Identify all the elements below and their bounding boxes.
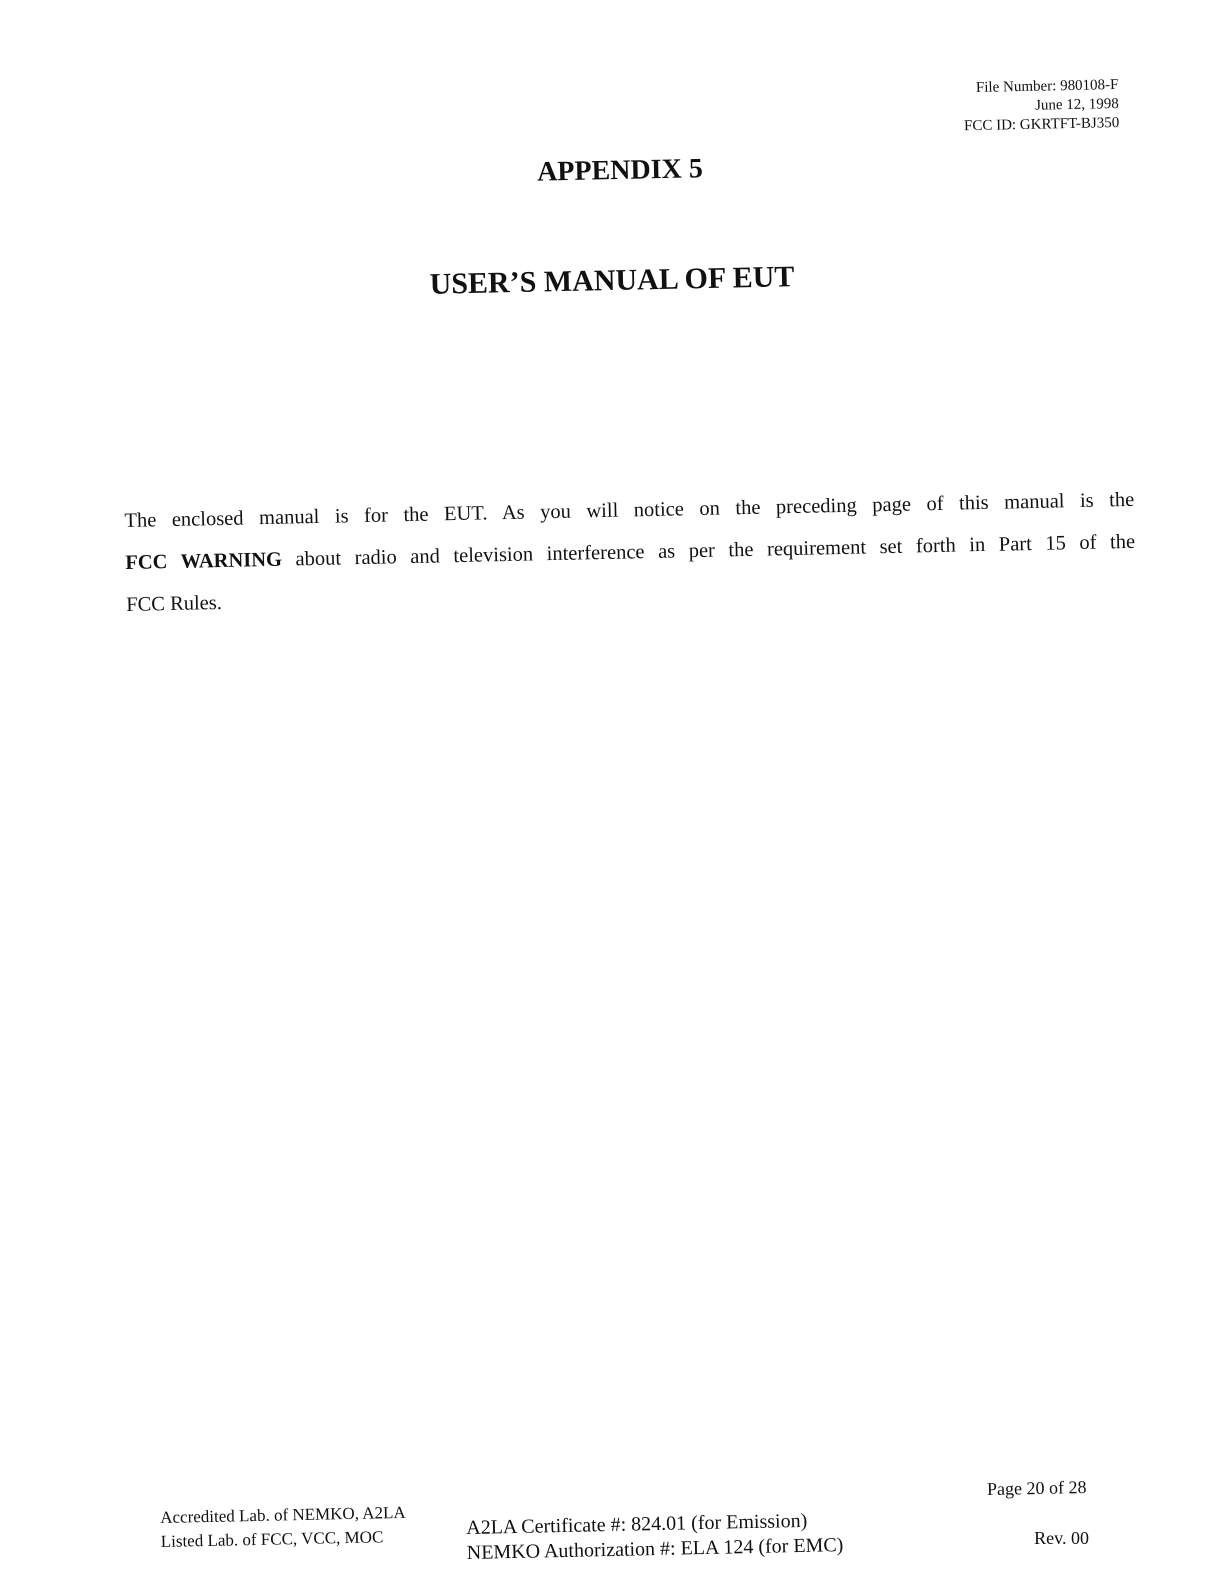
fcc-id: FCC ID: GKRTFT-BJ350 (963, 114, 1120, 135)
body-paragraph (124, 479, 1136, 626)
appendix-title: APPENDIX 5 (536, 153, 704, 188)
page-number: Page 20 of 28 (986, 1476, 1087, 1500)
lab-line-1: Accredited Lab. of NEMKO, A2LA (160, 1502, 406, 1527)
body-line-1: The enclosed manual is for the EUT. As you will notice on the preceding page of this manual is the (124, 488, 1135, 532)
fcc-warning-bold: FCC WARNING (125, 548, 283, 574)
lab-line-2: Listed Lab. of FCC, VCC, MOC (160, 1527, 384, 1551)
body-line-3: FCC Rules. (125, 591, 223, 616)
lab-accreditation (160, 1501, 406, 1554)
revision: Rev. 00 (1034, 1528, 1089, 1548)
body-line-2-rest: about radio and television interference as per the requirement set forth in Part 15 of the (281, 530, 1136, 571)
cert-line-1: A2LA Certificate #: 824.01 (for Emission) (466, 1509, 808, 1539)
cert-line-2: NEMKO Authorization #: ELA 124 (for EMC) (466, 1534, 844, 1564)
document-date: June 12, 1998 (1034, 95, 1119, 114)
file-number: File Number: 980108-F (975, 76, 1119, 96)
document-header (963, 76, 1119, 136)
manual-title: USER’S MANUAL OF EUT (429, 260, 795, 301)
certification-info (466, 1508, 844, 1566)
